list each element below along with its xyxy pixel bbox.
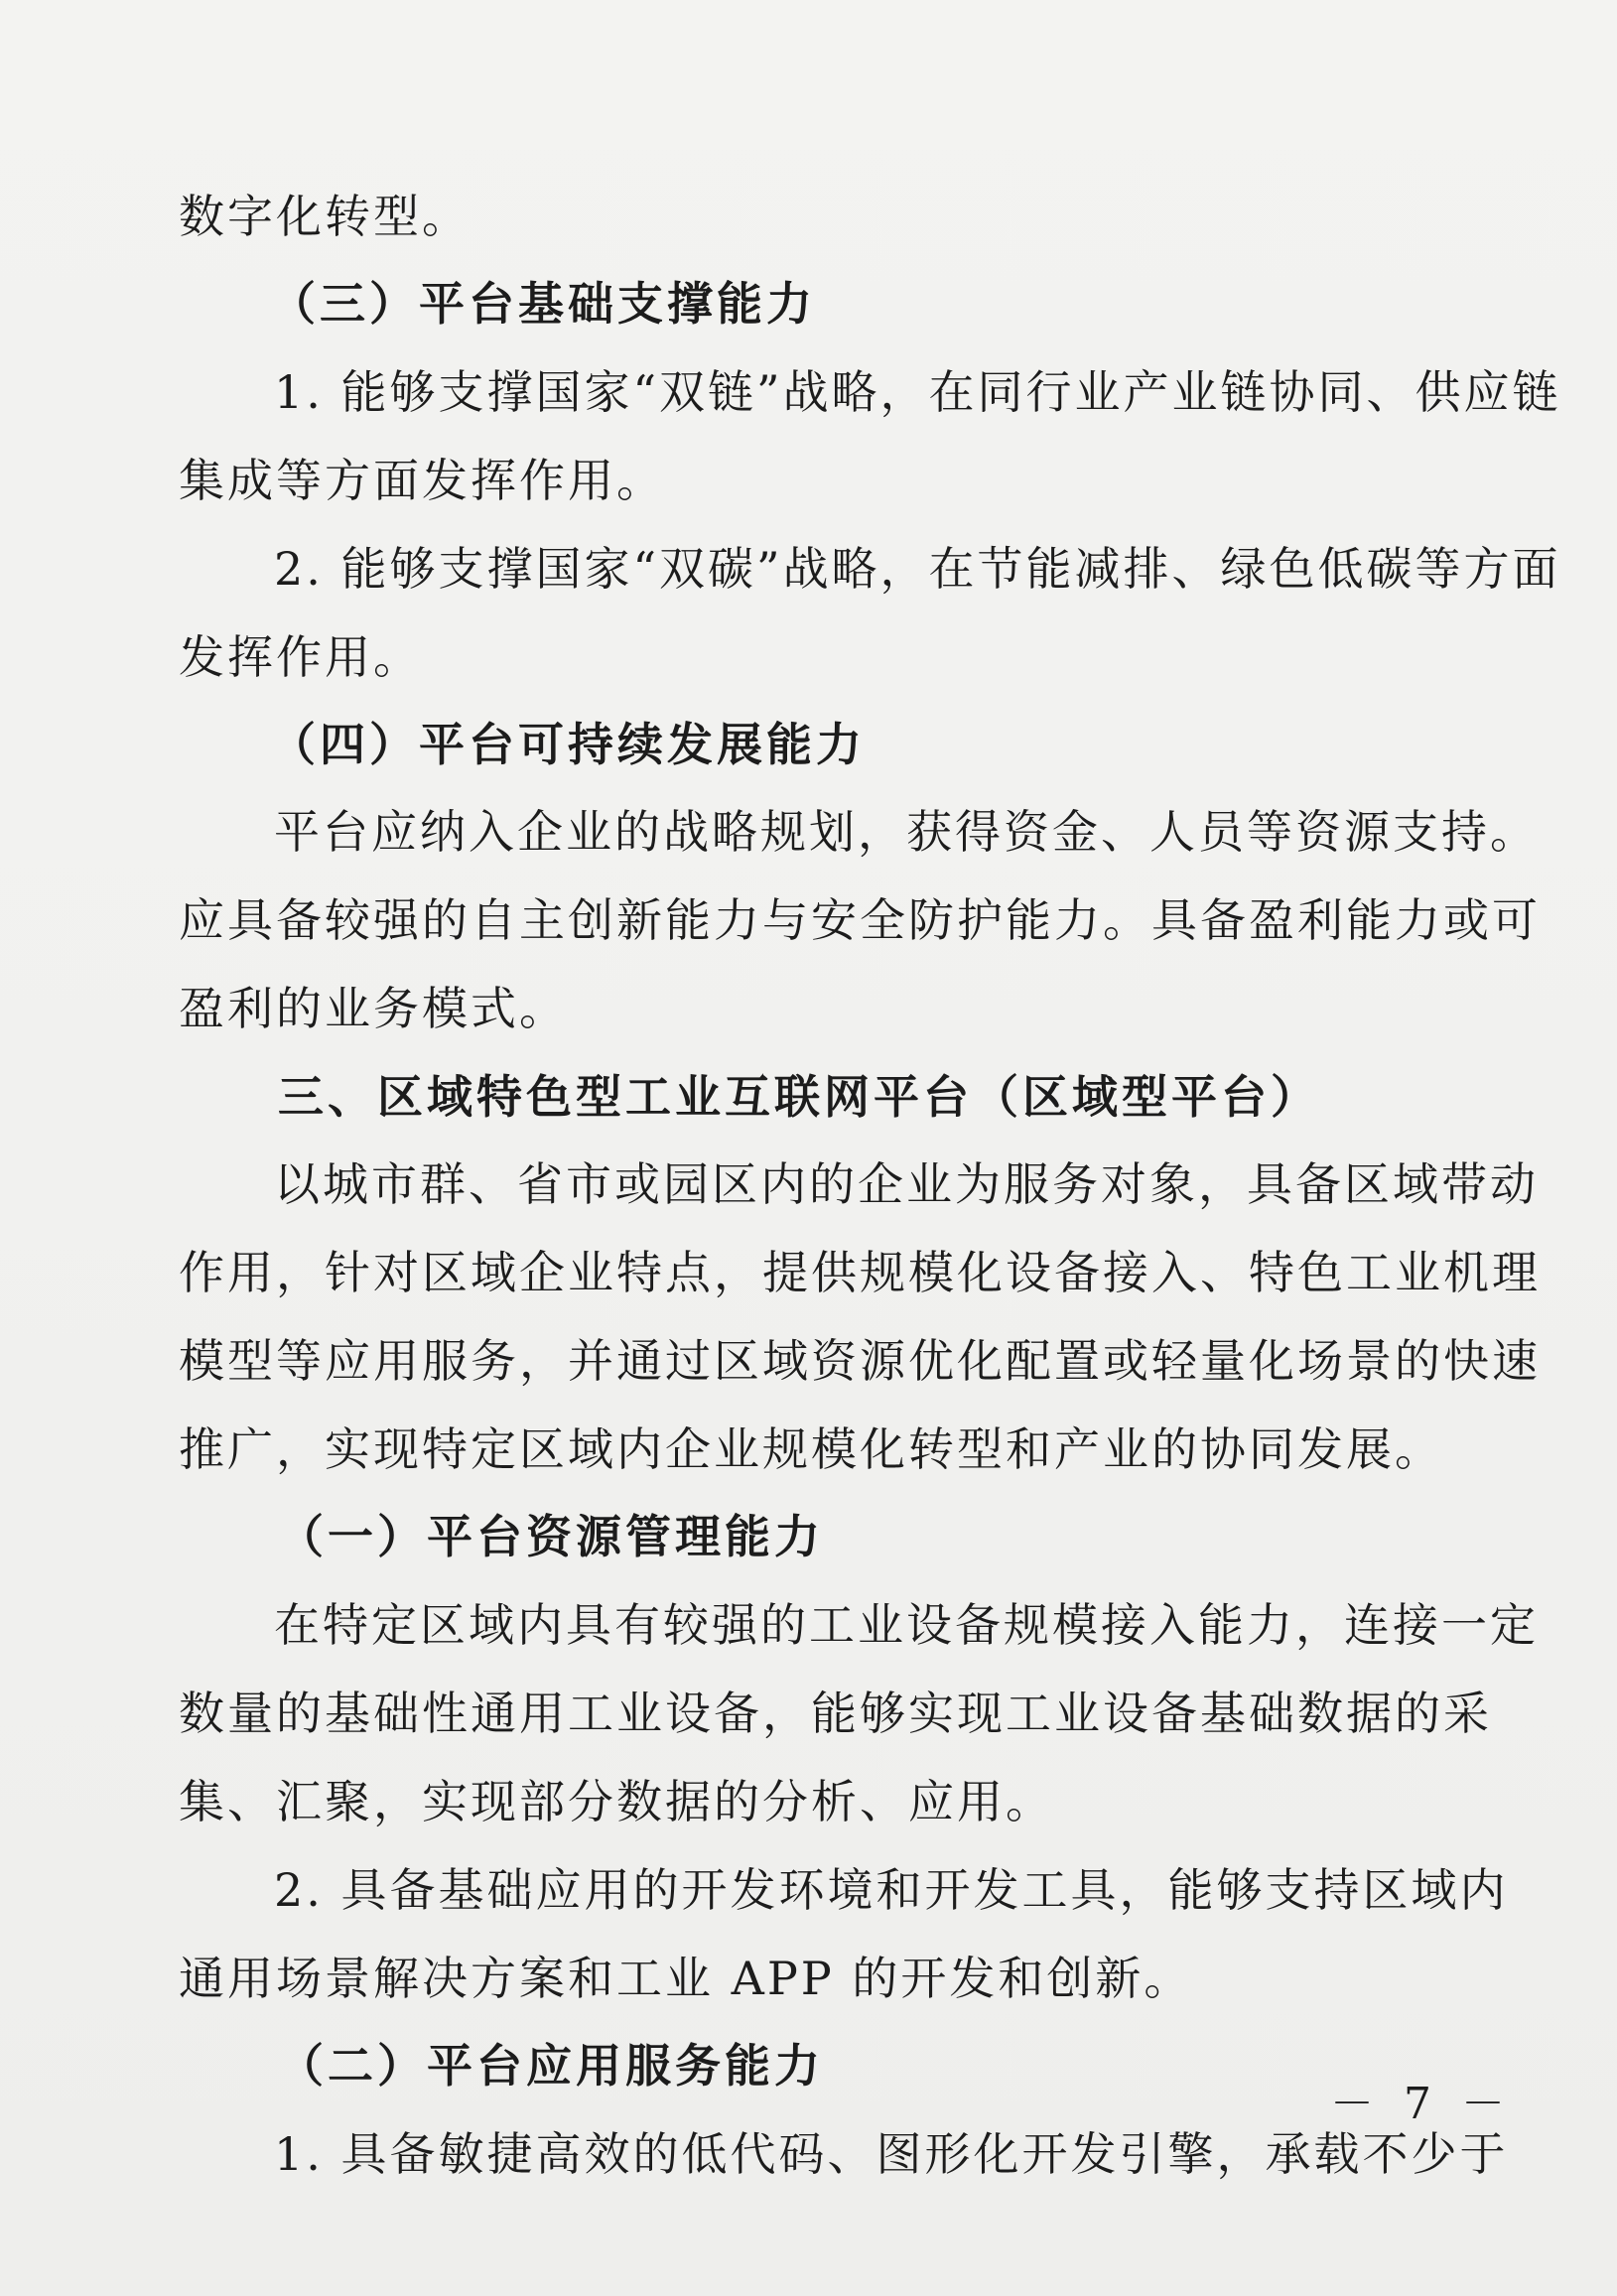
page-number: － 7 － xyxy=(1330,2079,1513,2129)
section-heading: （一）平台资源管理能力 xyxy=(278,1510,824,1563)
text-line: 数量的基础性通用工业设备，能够实现工业设备基础数据的采 xyxy=(179,1687,1492,1740)
text-line: 平台应纳入企业的战略规划，获得资金、人员等资源支持。 xyxy=(274,805,1539,859)
section-heading: （四）平台可持续发展能力 xyxy=(270,718,866,771)
text-line: 1. 具备敏捷高效的低代码、图形化开发引擎，承载不少于 xyxy=(274,2127,1509,2181)
text-line: 作用，针对区域企业特点，提供规模化设备接入、特色工业机理 xyxy=(179,1246,1541,1299)
text-line: 1. 能够支撑国家“双链”战略，在同行业产业链协同、供应链 xyxy=(274,365,1561,419)
text-line: 集成等方面发挥作用。 xyxy=(179,454,665,507)
text-line: 盈利的业务模式。 xyxy=(179,982,568,1035)
section-heading: （二）平台应用服务能力 xyxy=(278,2039,824,2093)
text-line: 应具备较强的自主创新能力与安全防护能力。具备盈利能力或可 xyxy=(179,893,1541,947)
chapter-heading: 三、区域特色型工业互联网平台（区域型平台） xyxy=(278,1070,1320,1124)
text-line: 2. 能够支撑国家“双碳”战略，在节能减排、绿色低碳等方面 xyxy=(274,542,1561,596)
text-line: 2. 具备基础应用的开发环境和开发工具，能够支持区域内 xyxy=(274,1863,1509,1917)
text-line: 通用场景解决方案和工业 APP 的开发和创新。 xyxy=(179,1952,1193,2005)
text-line: 发挥作用。 xyxy=(179,630,422,684)
section-heading: （三）平台基础支撑能力 xyxy=(270,277,816,331)
text-line: 集、汇聚，实现部分数据的分析、应用。 xyxy=(179,1775,1054,1828)
text-line: 模型等应用服务，并通过区域资源优化配置或轻量化场景的快速 xyxy=(179,1334,1541,1388)
text-line: 以城市群、省市或园区内的企业为服务对象，具备区域带动 xyxy=(274,1157,1539,1211)
text-line: 在特定区域内具有较强的工业设备规模接入能力，连接一定 xyxy=(274,1598,1539,1652)
text-line: 数字化转型。 xyxy=(179,190,471,243)
text-line: 推广，实现特定区域内企业规模化转型和产业的协同发展。 xyxy=(179,1422,1443,1476)
